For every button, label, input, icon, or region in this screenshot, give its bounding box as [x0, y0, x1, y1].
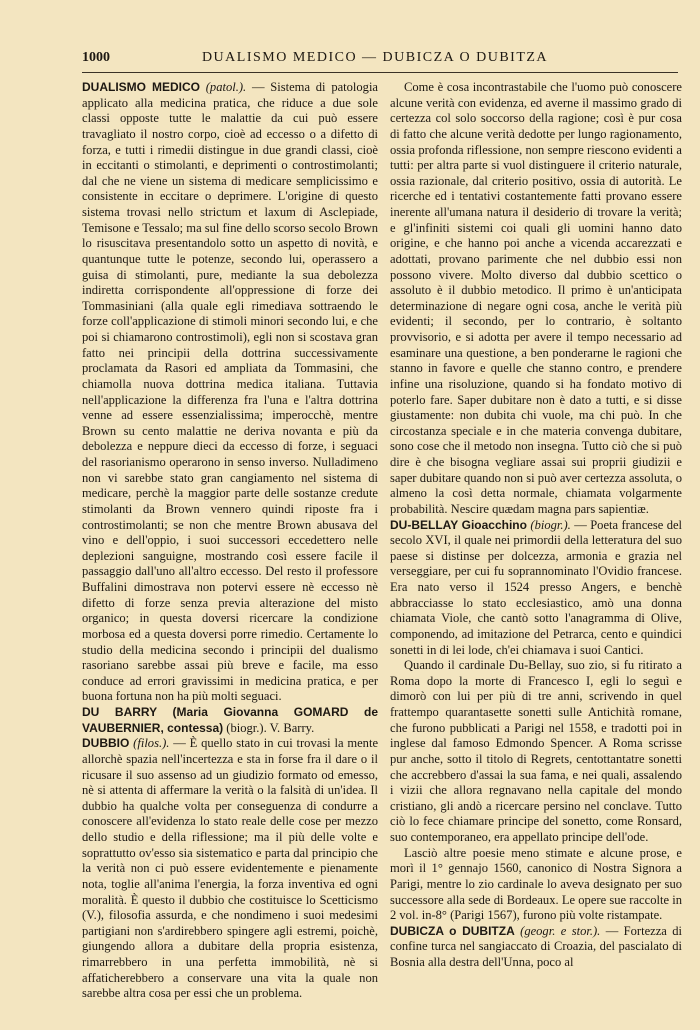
entry-text: — Poeta francese del secolo XVI, il quale nei primordii della letteratura del suo paese si distinse per dolcezza, armonia e grazia nel verseggiare, per cui fu soprannominato l'Ovidio francese. Era nato verso il 1524 presso Angers, e benchè abbracciasse lo stato ecclesiastico, amò una donna chiamata Viole, che cantò sotto l'anagramma di Olive, componendo, ad imitazione del Petrarca, cento e quindici sonetti in di lei lode, ch'ei chiamava i suoi Cantici.	[390, 517, 683, 657]
entry-text: — È quello stato in cui trovasi la mente allorchè spazia nell'incertezza e sta in forse fra il dare o il ricusare il suo assenso ad un giudizio formato od emesso, nè si attenta di affermare la verità o la falsità di un'idea. Il dubbio ha qualche volta per conseguenza di condurre a conoscere all'evidenza lo stato reale delle cose per mezzo dello studio e della riflessione; ma il più delle volte e soprattutto ov'esso sia sistematico e parta dal principio che la verità non ci può essere evidentemente e pienamente nota, toglie all'anima l'energia, la forza inventiva ed ogni moralità. È questo il dubbio che costituisce lo Scetticismo (V.), filosofia assurda, e che nondimeno i suoi medesimi partigiani non s'ardirebbero spingere agli estremi, poichè, giungendo allora a dubitare della propria esistenza, rimarrebbero in una perfetta immobilità, nè si affaticherebbero a conservare una vita la quale non sarebbe altra cosa per essi che un problema.	[82, 736, 379, 1001]
headword: DUBBIO	[82, 736, 130, 751]
category-tag: (filos.).	[133, 736, 170, 751]
page-header	[82, 50, 680, 70]
entry-du-barry	[82, 705, 378, 736]
category-tag: (geogr. e stor.).	[520, 923, 601, 938]
category-tag: (patol.).	[205, 80, 247, 94]
entry-dualismo-medico	[82, 80, 378, 705]
right-column	[390, 80, 682, 971]
entry-text: (biogr.). V. Barry.	[226, 720, 315, 735]
entry-du-bellay	[390, 518, 682, 659]
paragraph-du-bellay-death: Lasciò altre poesie meno stimate e alcune prose, e morì il 1° gennajo 1560, canonico di Nostra Signora a Parigi, mentre lo zio cardinale lo aveva designato per suo successore alla sede di Bordeaux. Le opere sue raccolte in 2 vol. in-8° (Parigi 1567), furono più volte ristampate.	[390, 845, 682, 923]
entry-dubicza	[390, 924, 682, 971]
headword: DU-BELLAY Gioacchino	[390, 517, 527, 532]
category-tag: (biogr.).	[530, 517, 571, 532]
entry-text: — Sistema di patologia applicato alla medicina pratica, che riduce a due sole classi opposte tutte le malattie da cui può essere travagliato il nostro corpo, cioè ad eccesso o a difetto di forza, e tutti i rimedii distingue in due grandi classi, cioè in eccitanti o stimolanti, e deprimenti o controstimolanti; dal che ne viene un sistema di medicare semplicissimo e consistente in eccitare o deprimere. L'origine di questo sistema trovasi nello strictum et laxum di Asclepiade, Temisone e Tessalo; ma sul fine dello scorso secolo Brown lo risuscitava presentandolo sotto un aspetto di novità, e quantunque tutte le potenze, secondo lui, operassero a guisa di stimolanti, pure, mediante la sua debolezza indiretta corrispondente all'oppressione di forze dei Tommasiniani (alla quale egli rimediava sottraendo le forze coll'applicazione di stimoli minori secondo lui, e che poi si chiamarono controstimoli), egli non si scostava gran fatto nei principii della dottrina successivamente proclamata da Rasori ed ampliata da Tommasini, che chiamolla nuova dottrina medica italiana. Tuttavia nell'applicazione la differenza fra l'una e l'altra dottrina venne ad essere essenzialissima; imperocchè, mentre Brown su cento malattie ne deriva novanta e più da debolezza e neppure dieci da eccesso di forze, i seguaci del rasorianismo operarono in senso inverso. Nulladimeno non vi sarebbe stato gran cangiamento nel sistema di medicare, perchè la maggior parte delle sostanze credute stimolanti da Brown vennero quindi riposte fra i controstimolanti; se non che mentre Brown abusava del vino e dell'oppio, i suoi successori eccedettero nelle deplezioni sanguigne, mostrando così essere facile il passaggio dall'uno all'altro eccesso. Del resto il professore Buffalini dimostrava non potervi essere nè eccesso nè difetto di forze senza previa alterazione del misto organico; in questa doversi ricercare la condizione morbosa ed a questa doversi porre rimedio. Certamente lo studio della medicina secondo i principii del dualismo rasoriano sarebbe assai più breve e facile, ma esso conduce ad errori gravissimi in medicina pratica, e per buona fortuna non ha più molti seguaci.	[82, 80, 379, 704]
left-column	[82, 80, 378, 1002]
headword: DUBICZA o DUBITZA	[390, 923, 515, 938]
page-number: 1000	[82, 50, 110, 65]
headword: DU BARRY (Maria Giovanna GOMARD de VAUBERNIER, contessa)	[82, 705, 378, 735]
paragraph-dubbio-continued: Come è cosa incontrastabile che l'uomo può conoscere alcune verità con evidenza, ed averne il massimo grado di certezza col solo soccorso della ragione; così è pur cosa di fatto che alcune verità dedotte per lungo ragionamento, ossia profonda riflessione, non sempre riescono evidenti a tutti: per altra parte si vuol distinguere il criterio naturale, ossia razionale, dal criterio positivo, ossia di autorità. Le ricerche ed i tentativi costantemente fatti provano essere inerente all'umana natura il desiderio di trovare la verità; e gl'infiniti sistemi coi quali gli uomini hanno dato origine, e che hanno poi anche a vicenda accarezzati e adottati, provano parimente che nel dubbio essi non possono vivere. Molto diverso dal dubbio scettico o assoluto è il dubbio metodico. Il primo è un'anticipata determinazione di negare ogni cosa, anche le verità più evidenti; il secondo, per lo contrario, è soltanto provvisorio, e si adotta per avere il tempo necessario ad esaminare una questione, a ben ponderarne le ragioni che stanno in favore e quelle che stanno contro, e prendere infine una risoluzione, quando si ha fondato motivo di poterlo fare. Saper dubitare non è dato a tutti, e si disse giustamente: non dubita chi vuole, ma chi può. In che circostanza speciale e in che materia convenga dubitare, sono cose che il metodo non insegna. Tutto ciò che si può dire è che bisogna vegliare assai sui proprii giudizii e saper dubitare quando non si può aver certezza assoluta, o almeno la così detta normale, chiamata volgarmente probabilità. Nescire quædam magna pars sapientiæ.	[390, 80, 682, 516]
headword: DUALISMO MEDICO	[82, 80, 200, 94]
entry-dubbio	[82, 736, 378, 1002]
entry-text: — Fortezza di confine turca nel sangiaccato di Croazia, del pascialato di Bosnia alla destra dell'Unna, poco al	[390, 923, 682, 969]
header-rule	[82, 72, 678, 73]
running-head: DUALISMO MEDICO — DUBICZA O DUBITZA	[201, 50, 549, 65]
paragraph-du-bellay-rome: Quando il cardinale Du-Bellay, suo zio, si fu ritirato a Roma dopo la morte di Francesco I, egli lo seguì e dimorò con lui per più di tre anni, scrivendo in quel frattempo quarantasette sonetti sulle Antichità romane, che furono pubblicati a Parigi nel 1558, e tradotti poi in inglese dal famoso Edmondo Spencer. A Roma scrisse pur anche, sotto il titolo di Regrets, centottantatre sonetti che accrebbero d'assai la sua fama, e nei quali, assalendo i vizii che allora regnavano nella capitale del mondo cristiano, gli andò a ricercare persino nel conclave. Tutto ciò lo fece chiamare principe del sonetto, come Ronsard, suo contemporaneo, era appellato principe dell'ode.	[390, 658, 682, 844]
